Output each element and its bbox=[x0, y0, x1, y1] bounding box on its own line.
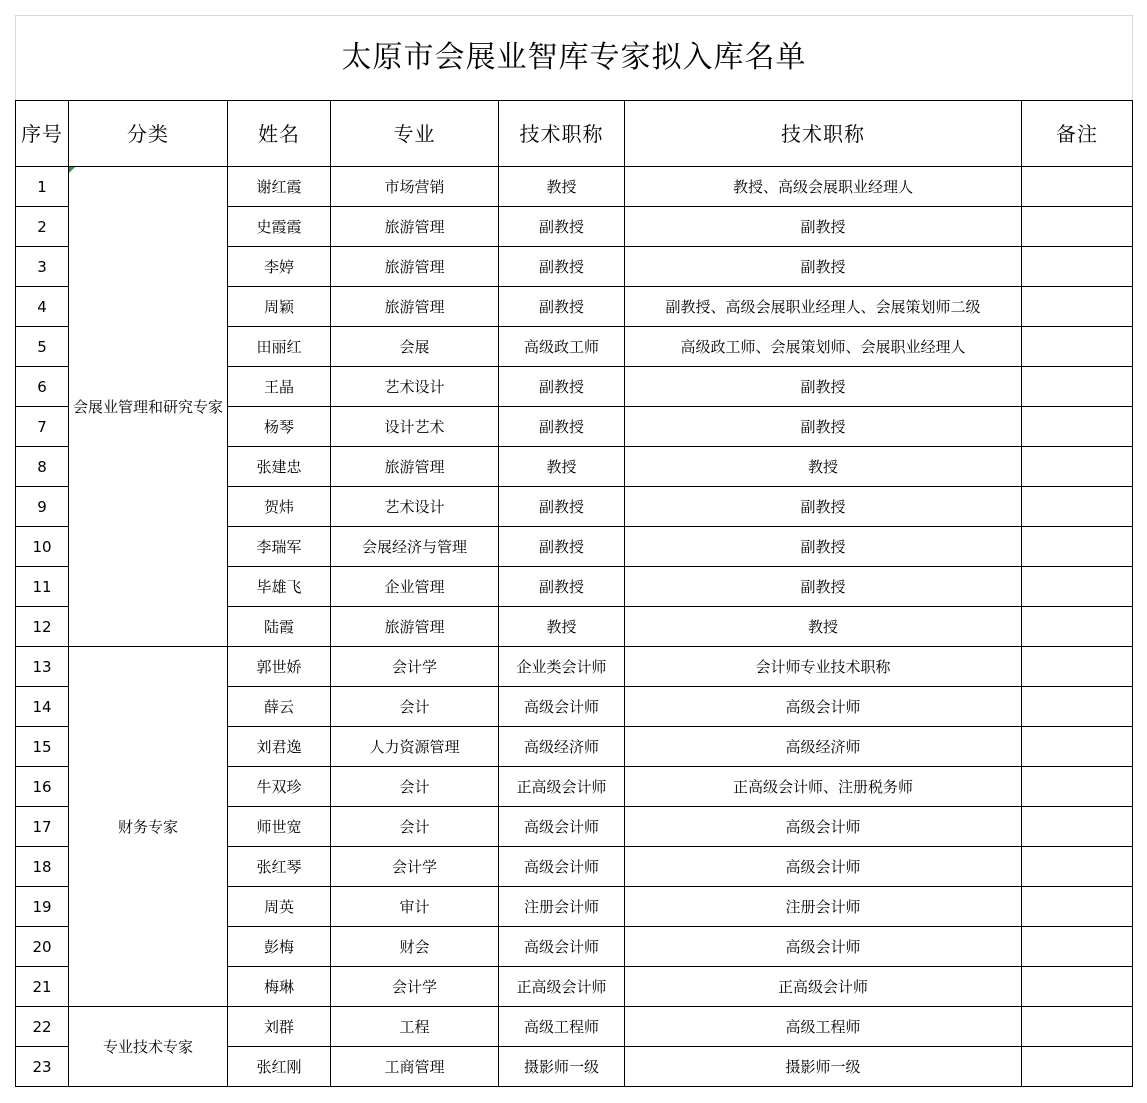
cell-title[interactable]: 副教授 bbox=[499, 407, 625, 447]
cell-major[interactable]: 会计 bbox=[331, 807, 499, 847]
cell-category[interactable] bbox=[69, 1007, 228, 1087]
cell-index[interactable]: 14 bbox=[16, 687, 69, 727]
cell-major[interactable]: 企业管理 bbox=[331, 567, 499, 607]
cell-major[interactable]: 旅游管理 bbox=[331, 287, 499, 327]
cell-index[interactable]: 2 bbox=[16, 207, 69, 247]
cell-remark[interactable] bbox=[1022, 367, 1133, 407]
cell-title[interactable]: 教授 bbox=[499, 447, 625, 487]
cell-major[interactable]: 会展经济与管理 bbox=[331, 527, 499, 567]
cell-name[interactable]: 彭梅 bbox=[228, 927, 331, 967]
page-title[interactable]: 太原市会展业智库专家拟入库名单 bbox=[16, 16, 1133, 101]
cell-name[interactable]: 贺炜 bbox=[228, 487, 331, 527]
cell-title-detail[interactable]: 高级会计师 bbox=[625, 807, 1022, 847]
cell-title-detail[interactable]: 教授 bbox=[625, 607, 1022, 647]
cell-title[interactable]: 副教授 bbox=[499, 567, 625, 607]
cell-name[interactable]: 周颖 bbox=[228, 287, 331, 327]
cell-name[interactable]: 张红琴 bbox=[228, 847, 331, 887]
cell-major[interactable]: 工程 bbox=[331, 1007, 499, 1047]
category-label: 专业技术专家 bbox=[102, 1037, 193, 1056]
table-row bbox=[16, 167, 1133, 207]
cell-title[interactable]: 副教授 bbox=[499, 287, 625, 327]
category-label: 会展业管理和研究专家 bbox=[73, 397, 224, 416]
cell-index[interactable]: 12 bbox=[16, 607, 69, 647]
cell-index[interactable]: 15 bbox=[16, 727, 69, 767]
cell-index[interactable]: 16 bbox=[16, 767, 69, 807]
cell-name[interactable]: 谢红霞 bbox=[228, 167, 331, 207]
cell-remark[interactable] bbox=[1022, 327, 1133, 367]
cell-index[interactable]: 17 bbox=[16, 807, 69, 847]
cell-name[interactable]: 田丽红 bbox=[228, 327, 331, 367]
cell-major[interactable]: 会计学 bbox=[331, 967, 499, 1007]
cell-title-detail[interactable]: 高级会计师 bbox=[625, 927, 1022, 967]
header-title[interactable]: 技术职称 bbox=[499, 101, 625, 167]
cell-name[interactable]: 史霞霞 bbox=[228, 207, 331, 247]
cell-title-detail[interactable]: 副教授 bbox=[625, 207, 1022, 247]
cell-title[interactable]: 摄影师一级 bbox=[499, 1047, 625, 1087]
cell-major[interactable]: 设计艺术 bbox=[331, 407, 499, 447]
cell-title-detail[interactable]: 高级会计师 bbox=[625, 847, 1022, 887]
cell-major[interactable]: 人力资源管理 bbox=[331, 727, 499, 767]
cell-index[interactable]: 23 bbox=[16, 1047, 69, 1087]
cell-remark[interactable] bbox=[1022, 407, 1133, 447]
cell-title[interactable]: 高级会计师 bbox=[499, 927, 625, 967]
cell-index[interactable]: 3 bbox=[16, 247, 69, 287]
cell-remark[interactable] bbox=[1022, 607, 1133, 647]
cell-remark[interactable] bbox=[1022, 487, 1133, 527]
cell-remark[interactable] bbox=[1022, 447, 1133, 487]
cell-index[interactable]: 4 bbox=[16, 287, 69, 327]
cell-index[interactable]: 8 bbox=[16, 447, 69, 487]
cell-name[interactable]: 梅琳 bbox=[228, 967, 331, 1007]
cell-title-detail[interactable]: 副教授 bbox=[625, 487, 1022, 527]
cell-name[interactable]: 刘君逸 bbox=[228, 727, 331, 767]
cell-index[interactable]: 7 bbox=[16, 407, 69, 447]
header-remark[interactable]: 备注 bbox=[1022, 101, 1133, 167]
table-row bbox=[16, 1007, 1133, 1047]
cell-name[interactable]: 郭世娇 bbox=[228, 647, 331, 687]
cell-title-detail[interactable]: 注册会计师 bbox=[625, 887, 1022, 927]
cell-remark[interactable] bbox=[1022, 807, 1133, 847]
cell-name[interactable]: 毕雄飞 bbox=[228, 567, 331, 607]
header-title-detail[interactable]: 技术职称 bbox=[625, 101, 1022, 167]
cell-major[interactable]: 会展 bbox=[331, 327, 499, 367]
cell-major[interactable]: 工商管理 bbox=[331, 1047, 499, 1087]
header-category-label: 分类 bbox=[127, 121, 169, 146]
cell-major[interactable]: 审计 bbox=[331, 887, 499, 927]
table-row bbox=[16, 647, 1133, 687]
header-row bbox=[16, 101, 1133, 167]
cell-title-detail[interactable]: 副教授 bbox=[625, 247, 1022, 287]
cell-index[interactable]: 9 bbox=[16, 487, 69, 527]
spreadsheet bbox=[15, 15, 1132, 1087]
cell-title-detail[interactable]: 高级会计师 bbox=[625, 687, 1022, 727]
cell-title-detail[interactable]: 正高级会计师、注册税务师 bbox=[625, 767, 1022, 807]
cell-major[interactable]: 会计学 bbox=[331, 647, 499, 687]
cell-remark[interactable] bbox=[1022, 687, 1133, 727]
cell-major[interactable]: 旅游管理 bbox=[331, 207, 499, 247]
cell-remark[interactable] bbox=[1022, 207, 1133, 247]
cell-title[interactable]: 副教授 bbox=[499, 247, 625, 287]
cell-title[interactable]: 高级会计师 bbox=[499, 687, 625, 727]
cell-name[interactable]: 张红刚 bbox=[228, 1047, 331, 1087]
cell-title[interactable]: 高级工程师 bbox=[499, 1007, 625, 1047]
cell-index[interactable]: 20 bbox=[16, 927, 69, 967]
cell-title[interactable]: 教授 bbox=[499, 167, 625, 207]
cell-title-detail[interactable]: 会计师专业技术职称 bbox=[625, 647, 1022, 687]
cell-title-detail[interactable]: 正高级会计师 bbox=[625, 967, 1022, 1007]
cell-index[interactable]: 13 bbox=[16, 647, 69, 687]
cell-remark[interactable] bbox=[1022, 527, 1133, 567]
cell-title[interactable]: 副教授 bbox=[499, 487, 625, 527]
cell-remark[interactable] bbox=[1022, 567, 1133, 607]
cell-name[interactable]: 张建忠 bbox=[228, 447, 331, 487]
cell-name[interactable]: 李婷 bbox=[228, 247, 331, 287]
cell-title[interactable]: 注册会计师 bbox=[499, 887, 625, 927]
cell-index[interactable]: 11 bbox=[16, 567, 69, 607]
cell-index[interactable]: 5 bbox=[16, 327, 69, 367]
cell-title-detail[interactable]: 教授、高级会展职业经理人 bbox=[625, 167, 1022, 207]
cell-title-detail[interactable]: 副教授 bbox=[625, 367, 1022, 407]
cell-name[interactable]: 刘群 bbox=[228, 1007, 331, 1047]
cell-remark[interactable] bbox=[1022, 767, 1133, 807]
cell-title-detail[interactable]: 副教授 bbox=[625, 407, 1022, 447]
header-name[interactable]: 姓名 bbox=[228, 101, 331, 167]
cell-title[interactable]: 副教授 bbox=[499, 367, 625, 407]
cell-title-detail[interactable]: 摄影师一级 bbox=[625, 1047, 1022, 1087]
cell-major[interactable]: 会计 bbox=[331, 767, 499, 807]
cell-index[interactable]: 6 bbox=[16, 367, 69, 407]
cell-name[interactable]: 杨琴 bbox=[228, 407, 331, 447]
cell-title[interactable]: 正高级会计师 bbox=[499, 767, 625, 807]
cell-title[interactable]: 正高级会计师 bbox=[499, 967, 625, 1007]
cell-title[interactable]: 高级会计师 bbox=[499, 847, 625, 887]
cell-comment-marker bbox=[69, 167, 75, 173]
cell-index[interactable]: 18 bbox=[16, 847, 69, 887]
cell-name[interactable]: 陆霞 bbox=[228, 607, 331, 647]
cell-major[interactable]: 艺术设计 bbox=[331, 367, 499, 407]
cell-remark[interactable] bbox=[1022, 247, 1133, 287]
cell-remark[interactable] bbox=[1022, 927, 1133, 967]
expert-table bbox=[15, 15, 1133, 1087]
header-index[interactable]: 序号 bbox=[16, 101, 69, 167]
cell-major[interactable]: 会计 bbox=[331, 687, 499, 727]
cell-title[interactable]: 教授 bbox=[499, 607, 625, 647]
header-category[interactable] bbox=[69, 101, 228, 167]
cell-major[interactable]: 市场营销 bbox=[331, 167, 499, 207]
cell-remark[interactable] bbox=[1022, 887, 1133, 927]
cell-title-detail[interactable]: 副教授 bbox=[625, 527, 1022, 567]
cell-major[interactable]: 会计学 bbox=[331, 847, 499, 887]
cell-name[interactable]: 师世宽 bbox=[228, 807, 331, 847]
cell-remark[interactable] bbox=[1022, 1007, 1133, 1047]
cell-title[interactable]: 高级会计师 bbox=[499, 807, 625, 847]
cell-title-detail[interactable]: 副教授、高级会展职业经理人、会展策划师二级 bbox=[625, 287, 1022, 327]
cell-title[interactable]: 副教授 bbox=[499, 527, 625, 567]
cell-title[interactable]: 副教授 bbox=[499, 207, 625, 247]
cell-remark[interactable] bbox=[1022, 647, 1133, 687]
cell-name[interactable]: 周英 bbox=[228, 887, 331, 927]
header-major[interactable]: 专业 bbox=[331, 101, 499, 167]
cell-remark[interactable] bbox=[1022, 287, 1133, 327]
cell-major[interactable]: 艺术设计 bbox=[331, 487, 499, 527]
cell-remark[interactable] bbox=[1022, 967, 1133, 1007]
cell-major[interactable]: 旅游管理 bbox=[331, 247, 499, 287]
cell-name[interactable]: 李瑞军 bbox=[228, 527, 331, 567]
cell-category[interactable] bbox=[69, 647, 228, 1007]
cell-name[interactable]: 王晶 bbox=[228, 367, 331, 407]
cell-title-detail[interactable]: 高级经济师 bbox=[625, 727, 1022, 767]
cell-name[interactable]: 薛云 bbox=[228, 687, 331, 727]
cell-remark[interactable] bbox=[1022, 1047, 1133, 1087]
cell-title[interactable]: 高级经济师 bbox=[499, 727, 625, 767]
cell-major[interactable]: 财会 bbox=[331, 927, 499, 967]
cell-title-detail[interactable]: 副教授 bbox=[625, 567, 1022, 607]
cell-index[interactable]: 22 bbox=[16, 1007, 69, 1047]
cell-major[interactable]: 旅游管理 bbox=[331, 447, 499, 487]
category-label: 财务专家 bbox=[117, 817, 178, 836]
cell-index[interactable]: 10 bbox=[16, 527, 69, 567]
cell-category[interactable] bbox=[69, 167, 228, 647]
cell-title-detail[interactable]: 高级工程师 bbox=[625, 1007, 1022, 1047]
cell-title-detail[interactable]: 教授 bbox=[625, 447, 1022, 487]
title-row bbox=[16, 16, 1133, 101]
cell-major[interactable]: 旅游管理 bbox=[331, 607, 499, 647]
cell-remark[interactable] bbox=[1022, 167, 1133, 207]
cell-index[interactable]: 19 bbox=[16, 887, 69, 927]
cell-remark[interactable] bbox=[1022, 727, 1133, 767]
cell-title-detail[interactable]: 高级政工师、会展策划师、会展职业经理人 bbox=[625, 327, 1022, 367]
cell-name[interactable]: 牛双珍 bbox=[228, 767, 331, 807]
cell-remark[interactable] bbox=[1022, 847, 1133, 887]
cell-index[interactable]: 21 bbox=[16, 967, 69, 1007]
cell-index[interactable]: 1 bbox=[16, 167, 69, 207]
cell-title[interactable]: 企业类会计师 bbox=[499, 647, 625, 687]
cell-title[interactable]: 高级政工师 bbox=[499, 327, 625, 367]
